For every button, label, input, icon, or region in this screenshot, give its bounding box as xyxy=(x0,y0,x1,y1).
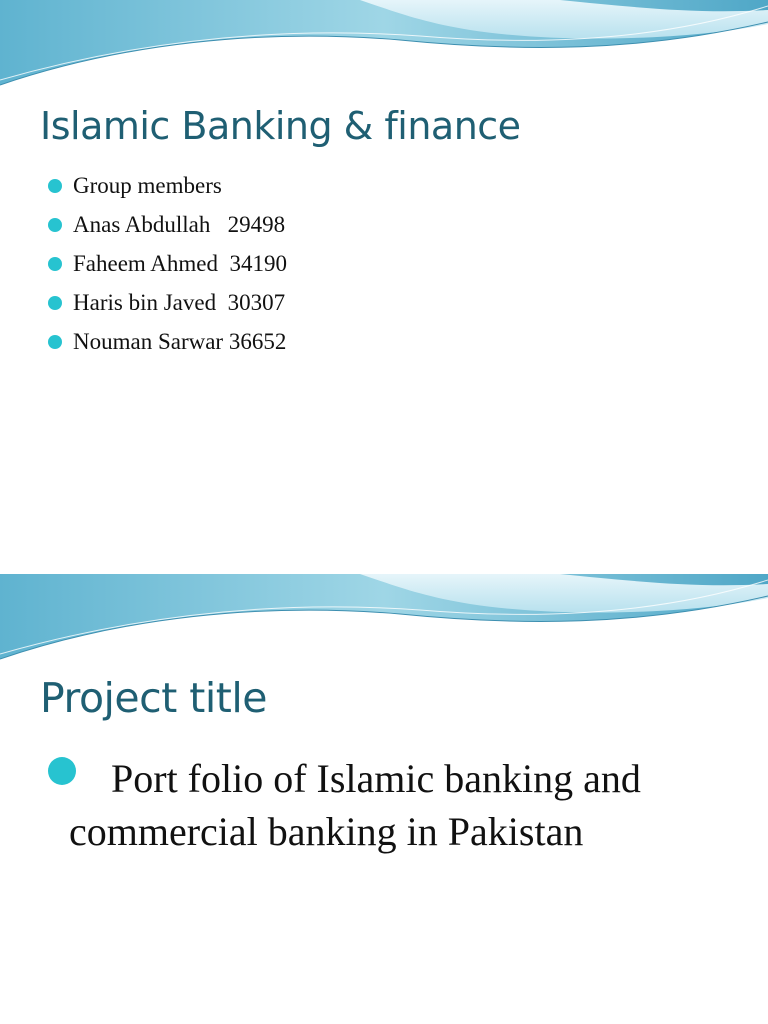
project-title-list xyxy=(48,752,698,858)
list-item-text: Anas Abdullah 29498 xyxy=(73,212,286,237)
slide-2 xyxy=(0,574,768,1024)
list-item-text: Faheem Ahmed 34190 xyxy=(73,251,287,276)
list-item-text: Haris bin Javed 30307 xyxy=(73,290,286,315)
list-item xyxy=(48,752,698,858)
bullet-dot-icon xyxy=(48,257,62,271)
list-item xyxy=(48,249,287,288)
list-item xyxy=(48,171,287,210)
bullet-dot-icon xyxy=(48,179,62,193)
wave-header-decoration xyxy=(0,574,768,664)
slide-title: Project title xyxy=(40,674,267,722)
slide-title: Islamic Banking & finance xyxy=(40,104,521,148)
list-item xyxy=(48,210,287,249)
list-item-text: Port folio of Islamic banking and commercial banking in Pakistan xyxy=(69,756,641,854)
list-item xyxy=(48,288,287,327)
bullet-dot-icon xyxy=(48,335,62,349)
bullet-dot-icon xyxy=(48,757,76,785)
list-item-text: Nouman Sarwar 36652 xyxy=(73,329,287,354)
bullet-dot-icon xyxy=(48,218,62,232)
list-item-text: Group members xyxy=(73,173,222,198)
wave-header-decoration xyxy=(0,0,768,90)
list-item xyxy=(48,327,287,366)
group-members-list xyxy=(48,171,287,366)
bullet-dot-icon xyxy=(48,296,62,310)
